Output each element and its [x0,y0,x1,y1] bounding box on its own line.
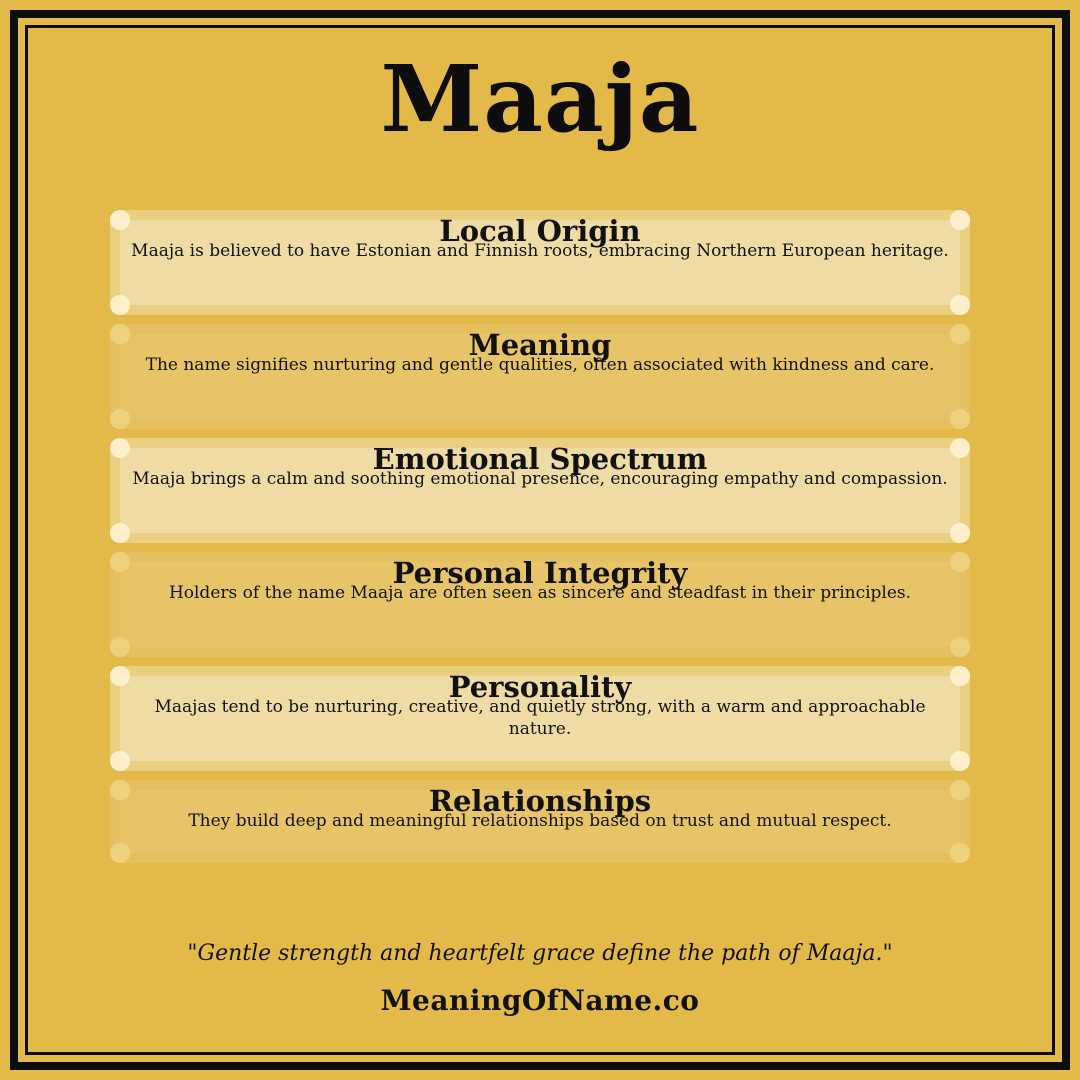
section-heading: Meaning [468,328,612,362]
section-card-local-origin [110,210,970,315]
section-heading: Local Origin [439,214,641,248]
section-text: Maaja is believed to have Estonian and Finnish roots, embracing Northern European heritage. [131,241,949,261]
section-heading: Emotional Spectrum [372,442,708,476]
section-heading: Personal Integrity [392,556,688,590]
corner-dot [950,409,970,429]
corner-dot [110,637,130,657]
corner-dot [110,751,130,771]
corner-dot [950,637,970,657]
corner-dot [950,523,970,543]
page-title: Maaja [380,45,700,153]
corner-dot [110,523,130,543]
quote-text: "Gentle strength and heartfelt grace define the path of Maaja." [187,941,893,966]
section-card-personal-integrity [110,552,970,657]
section-text: The name signifies nurturing and gentle qualities, often associated with kindness and care. [145,355,935,375]
section-text: They build deep and meaningful relationships based on trust and mutual respect. [188,811,892,831]
section-card-emotional-spectrum [110,438,970,543]
section-card-personality [110,666,970,771]
section-text: Holders of the name Maaja are often seen as sincere and steadfast in their principles. [168,583,912,603]
corner-dot [950,751,970,771]
corner-dot [110,409,130,429]
section-card-relationships [110,780,970,863]
section-card-meaning [110,324,970,429]
section-text: Maajas tend to be nurturing, creative, and quietly strong, with a warm and approachable nature. [154,697,926,739]
corner-dot [950,843,970,863]
site-name: MeaningOfName.co [380,984,700,1017]
section-heading: Personality [448,670,632,704]
corner-dot [110,295,130,315]
corner-dot [110,843,130,863]
section-heading: Relationships [428,784,652,818]
corner-dot [950,295,970,315]
section-text: Maaja brings a calm and soothing emotional presence, encouraging empathy and compassion. [132,469,948,489]
